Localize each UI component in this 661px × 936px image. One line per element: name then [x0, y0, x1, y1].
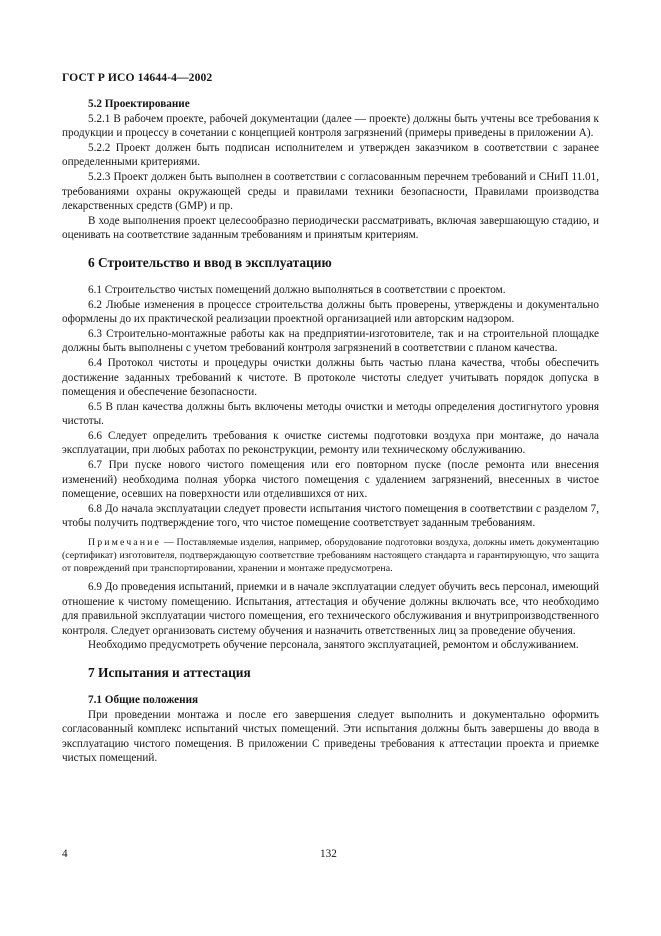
note-label: Примечание	[88, 537, 162, 549]
paragraph-6-9: 6.9 До проведения испытаний, приемки и в начале эксплуатации следует обучить весь персонал, имеющий отношение к чистому помещению. Испытания, аттестация и обучение должны включать все, что необходимо для правильной эксплуатации чистого помещения, его технического обслуживания и внутрипроизводственного контроля. Следует организовать систему обучения и назначить ответственных лиц за проведение обучения.	[62, 581, 599, 637]
paragraph-7-1: При проведении монтажа и после его завершения следует выполнить и документально оформить согласованный комплекс испытаний чистых помещений. Эти испытания должны быть завершены до ввода в эксплуатацию чистого помещения. В приложении С приведены требования к аттестации проекта и приемке чистых помещений.	[62, 708, 599, 765]
paragraph-5-2-review: В ходе выполнения проект целесообразно периодически рассматривать, включая завершающую стадию, и оценивать на соответствие заданным требованиям и принятым критериям.	[62, 214, 599, 242]
paragraph-5-2-1: 5.2.1 В рабочем проекте, рабочей документации (далее — проекте) должны быть учтены все требования к продукции и процессу в сочетании с концепцией контроля загрязнений (примеры приведены в приложении А).	[62, 112, 599, 140]
paragraph-6-4: 6.4 Протокол чистоты и процедуры очистки должны быть частью плана качества, чтобы обеспечить достижение заданных требований к чистоте. В протоколе чистоты следует учитывать порядок допуска в помещения и обеспечение безопасности.	[62, 356, 599, 399]
sheet-number: 132	[320, 848, 337, 860]
page-number: 4	[62, 848, 68, 860]
paragraph-6-5: 6.5 В план качества должны быть включены методы очистки и методы определения достигнутого уровня чистоты.	[62, 400, 599, 428]
paragraph-6-7: 6.7 При пуске нового чистого помещения или его повторном пуске (после ремонта или внесения изменений) необходима полная уборка чистого помещения с удалением загрязнений, внесенных в чистое помещение, осевших на поверхности или отделившихся от них.	[62, 459, 599, 501]
section-5-2-title: 5.2 Проектирование	[88, 98, 190, 110]
section-7-title: 7 Испытания и аттестация	[88, 665, 251, 680]
paragraph-5-2-3: 5.2.3 Проект должен быть выполнен в соответствии с согласованным перечнем требований и СНиП 11.01, требованиями охраны окружающей среды и правилами техники безопасности, Правилами производства лекарственных средств (GMP) и пр.	[62, 170, 599, 213]
paragraph-6-training: Необходимо предусмотреть обучение персонала, занятого эксплуатацией, ремонтом и обслуживанием.	[88, 639, 579, 652]
paragraph-6-1: 6.1 Строительство чистых помещений должно выполняться в соответствии с проектом.	[88, 283, 506, 296]
page-content	[62, 97, 599, 766]
section-7-1-title: 7.1 Общие положения	[88, 694, 199, 706]
standard-header: ГОСТ Р ИСО 14644-4—2002	[62, 71, 213, 84]
paragraph-6-2: 6.2 Любые изменения в процессе строительства должны быть проверены, утверждены и документально оформлены до их практической реализации проектной организацией или авторским надзором.	[62, 298, 599, 326]
note-text: — Поставляемые изделия, например, оборудование подготовки воздуха, должны иметь документацию (сертификат) изготовителя, подтверждающую соответствие требованиям настоящего стандарта и гарантирующую, что защита от повреждений при транспортировании, хранении и монтаже предусмотрена.	[62, 537, 600, 575]
paragraph-6-3: 6.3 Строительно-монтажные работы как на предприятии-изготовителе, так и на строительной площадке должны быть выполнены с учетом требований контроля загрязнений в соответствии с планом качества.	[62, 327, 599, 355]
paragraph-5-2-2: 5.2.2 Проект должен быть подписан исполнителем и утвержден заказчиком в соответствии с заранее определенными критериями.	[62, 141, 599, 169]
paragraph-6-6: 6.6 Следует определить требования к очистке системы подготовки воздуха при монтаже, до начала эксплуатации, при любых работах по реконструкции, ремонту или техническому обслуживанию.	[62, 429, 599, 457]
note	[62, 536, 599, 575]
section-6-title: 6 Строительство и ввод в эксплуатацию	[88, 254, 332, 270]
paragraph-6-8: 6.8 До начала эксплуатации следует провести испытания чистого помещения в соответствии с разделом 7, чтобы получить подтверждение того, что чистое помещение соответствует заданным требованиям.	[62, 502, 599, 530]
